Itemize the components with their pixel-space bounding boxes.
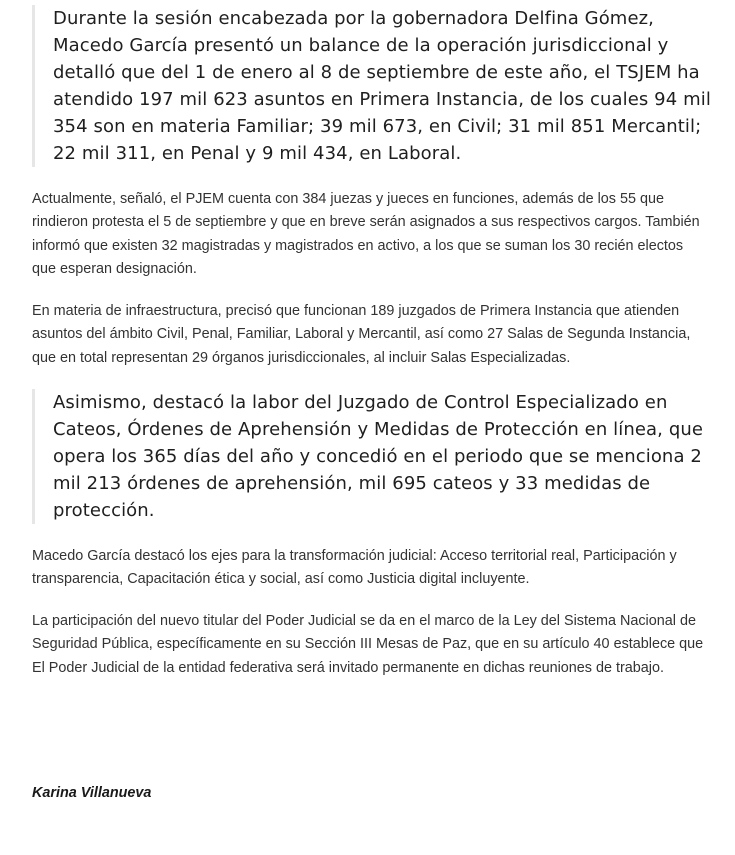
- author-signature: Karina Villanueva: [32, 785, 152, 801]
- paragraph-axes: Macedo García destacó los ejes para la transformación judicial: Acceso territorial real, Participación y transparencia, Capacitación ética y social, así como Justicia digital incluyente.: [32, 548, 677, 588]
- pull-quote-control-court: Asimismo, destacó la labor del Juzgado de Control Especializado en Cateos, Órdenes de Aprehensión y Medidas de Protección en línea, que opera los 365 días del año y concedió en el periodo que se menciona 2 mil 213 órdenes de aprehensión, mil 695 cateos y 33 medidas de protección.: [32, 389, 725, 524]
- paragraph-infrastructure: En materia de infraestructura, precisó que funcionan 189 juzgados de Primera Instancia que atienden asuntos del ámbito Civil, Penal, Familiar, Laboral y Mercantil, así como 27 Salas de Segunda Instancia, que en total representan 29 órganos jurisdiccionales, al incluir Salas Especializadas.: [32, 303, 691, 366]
- paragraph-judges: Actualmente, señaló, el PJEM cuenta con 384 juezas y jueces en funciones, además de los 55 que rindieron protesta el 5 de septiembre y que en breve serán asignados a sus respectivos cargos. También informó que existen 32 magistradas y magistrados en activo, a los que se suman los 30 recién electos que esperan designación.: [32, 191, 700, 277]
- paragraph-legal-framework: La participación del nuevo titular del Poder Judicial se da en el marco de la Ley del Sistema Nacional de Seguridad Pública, específicamente en su Sección III Mesas de Paz, que en su artículo 40 establece que El Poder Judicial de la entidad federativa será invitado permanente en dichas reuniones de trabajo.: [32, 613, 704, 676]
- pull-quote-operations: Durante la sesión encabezada por la gobernadora Delfina Gómez, Macedo García presentó un balance de la operación jurisdiccional y detalló que del 1 de enero al 8 de septiembre de este año, el TSJEM ha atendido 197 mil 623 asuntos en Primera Instancia, de los cuales 94 mil 354 son en materia Familiar; 39 mil 673, en Civil; 31 mil 851 Mercantil; 22 mil 311, en Penal y 9 mil 434, en Laboral.: [32, 5, 725, 167]
